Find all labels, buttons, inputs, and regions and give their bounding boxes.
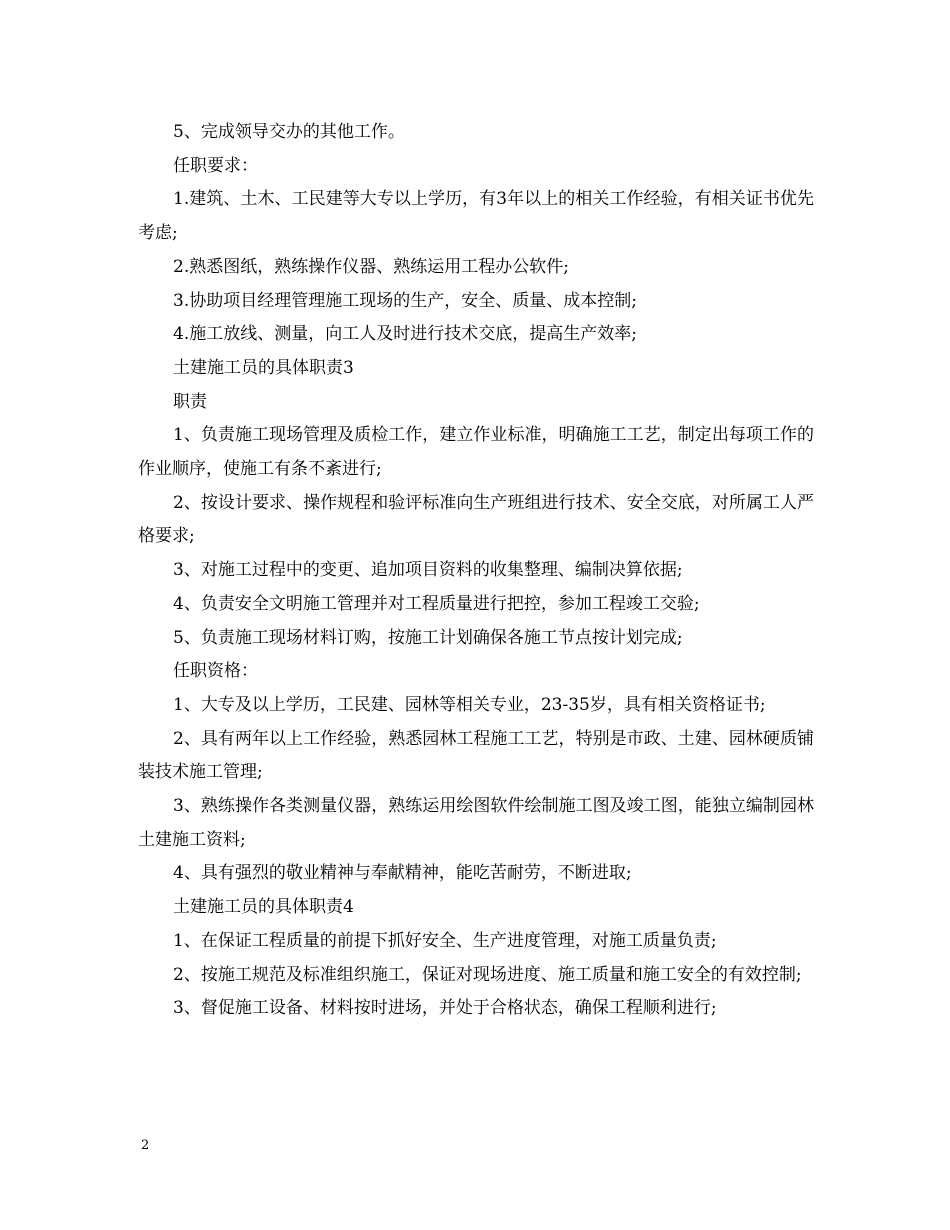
section-title-4: 土建施工员的具体职责4	[173, 897, 354, 918]
paragraph-duty-3-1: 1、负责施工现场管理及质检工作，建立作业标准，明确施工工艺，制定出每项工作的作业顺序，使施工有条不紊进行;	[138, 425, 814, 480]
heading-requirements: 任职要求：	[173, 155, 258, 176]
document-body	[138, 116, 814, 1026]
paragraph-requirement-4: 4.施工放线、测量，向工人及时进行技术交底，提高生产效率;	[173, 324, 637, 345]
section-title-3: 土建施工员的具体职责3	[173, 357, 354, 378]
paragraph-duty-3-2: 2、按设计要求、操作规程和验评标准向生产班组进行技术、安全交底，对所属工人严格要求;	[138, 492, 814, 547]
paragraph-duty-4-2: 2、按施工规范及标准组织施工，保证对现场进度、施工质量和施工安全的有效控制;	[173, 964, 802, 985]
heading-qualifications: 任职资格：	[173, 661, 258, 682]
paragraph-duty-3-3: 3、对施工过程中的变更、追加项目资料的收集整理、编制决算依据;	[173, 560, 683, 581]
paragraph-requirement-3: 3.协助项目经理管理施工现场的生产，安全、质量、成本控制;	[173, 290, 637, 311]
paragraph-requirement-1: 1.建筑、土木、工民建等大专以上学历，有3年以上的相关工作经验，有相关证书优先考虑;	[138, 189, 814, 244]
paragraph-duty-4-3: 3、督促施工设备、材料按时进场，并处于合格状态，确保工程顺利进行;	[173, 998, 717, 1019]
paragraph-qualification-3: 3、熟练操作各类测量仪器，熟练运用绘图软件绘制施工图及竣工图，能独立编制园林土建施工资料;	[138, 796, 814, 850]
paragraph-qualification-1: 1、大专及以上学历，工民建、园林等相关专业，23-35岁，具有相关资格证书;	[173, 694, 766, 715]
paragraph-duty-5: 5、完成领导交办的其他工作。	[173, 122, 405, 142]
heading-duties: 职责	[173, 391, 207, 412]
paragraph-duty-4-1: 1、在保证工程质量的前提下抓好安全、生产进度管理，对施工质量负责;	[173, 930, 717, 951]
paragraph-duty-3-5: 5、负责施工现场材料订购，按施工计划确保各施工节点按计划完成;	[173, 627, 683, 648]
paragraph-duty-3-4: 4、负责安全文明施工管理并对工程质量进行把控，参加工程竣工交验;	[173, 593, 700, 614]
paragraph-qualification-4: 4、具有强烈的敬业精神与奉献精神，能吃苦耐劳，不断进取;	[173, 863, 632, 884]
paragraph-qualification-2: 2、具有两年以上工作经验，熟悉园林工程施工工艺，特别是市政、土建、园林硬质铺装技术施工管理;	[138, 728, 814, 783]
page-number: 2	[141, 1138, 150, 1153]
paragraph-requirement-2: 2.熟悉图纸，熟练操作仪器、熟练运用工程办公软件;	[173, 256, 569, 277]
